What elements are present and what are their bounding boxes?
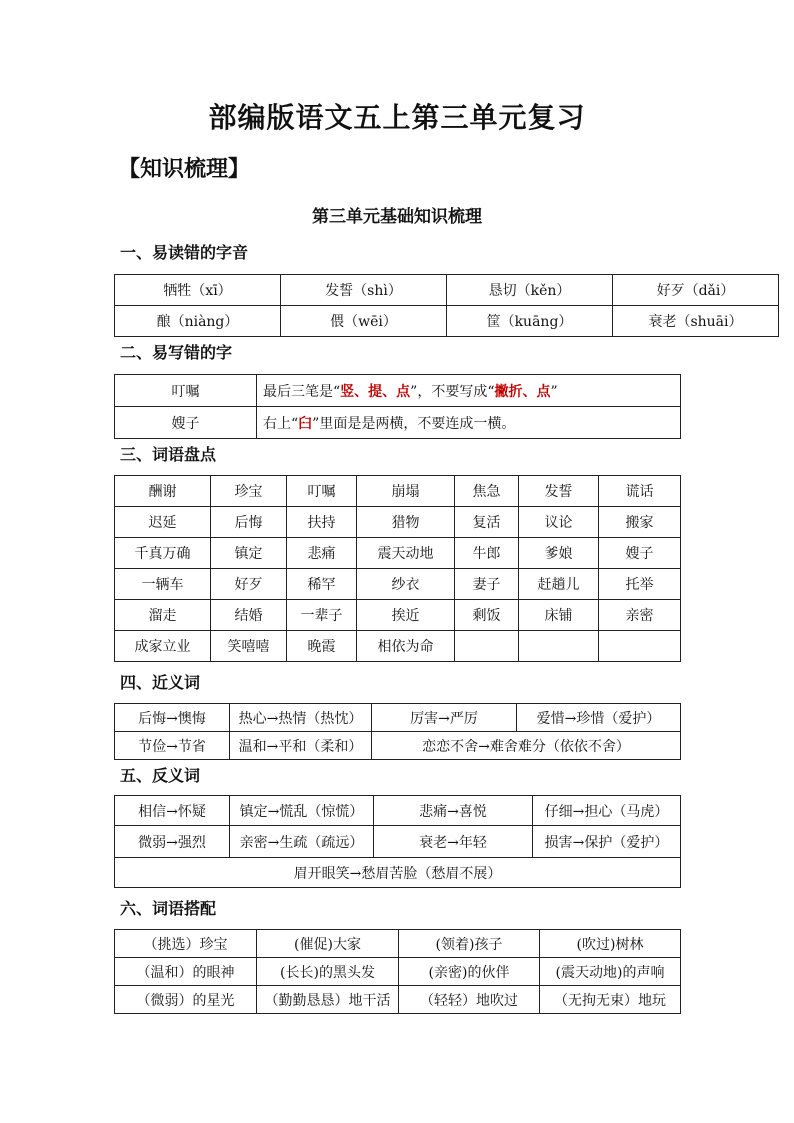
table-cell <box>257 375 681 407</box>
table-row <box>115 375 681 407</box>
table-cell: （轻轻）地吹过 <box>399 986 540 1014</box>
table-cell: 后悔 <box>211 507 287 538</box>
table-row <box>115 275 779 306</box>
table-cell: 成家立业 <box>115 631 211 662</box>
table-cell: 纱衣 <box>357 569 455 600</box>
section-4-heading: 四、近义词 <box>120 673 201 692</box>
table-cell: 扶持 <box>287 507 357 538</box>
emphasis-text: 撇折、点 <box>494 383 551 400</box>
table-row <box>115 306 779 337</box>
table-cell: （挑选）珍宝 <box>115 930 257 958</box>
table-cell: 议论 <box>519 507 599 538</box>
table-cell: 珍宝 <box>211 476 287 507</box>
table-cell: 恋恋不舍→难舍难分（依依不舍） <box>372 732 681 760</box>
table-cell: 牛郎 <box>455 538 519 569</box>
table-cell: （勤勤恳恳）地干活 <box>257 986 399 1014</box>
emphasis-text: 臼 <box>298 415 313 432</box>
table-row <box>115 600 681 631</box>
table-cell: 谎话 <box>599 476 681 507</box>
note-text: ”，不要写成“ <box>410 383 495 400</box>
table-cell: 好歹 <box>211 569 287 600</box>
emphasis-text: 竖、提、点 <box>340 383 411 400</box>
table-row <box>115 858 681 888</box>
table-cell: 节俭→节省 <box>115 732 230 760</box>
table-cell: 热心→热情（热忱） <box>230 704 372 732</box>
note-text: ”里面是是两横，不要连成一横。 <box>312 415 516 432</box>
table-cell: 镇定 <box>211 538 287 569</box>
table-cell: (震天动地)的声响 <box>540 958 681 986</box>
note-text: 最后三笔是“ <box>263 383 341 400</box>
section-1-heading: 一、易读错的字音 <box>120 243 249 262</box>
section-6-heading: 六、词语搭配 <box>120 899 217 918</box>
spelling-table <box>114 374 681 439</box>
table-cell: 托举 <box>599 569 681 600</box>
pronunciation-table <box>114 274 779 337</box>
table-cell: 挨近 <box>357 600 455 631</box>
table-cell: (亲密)的伙伴 <box>399 958 540 986</box>
table-cell: 相信→怀疑 <box>115 796 230 826</box>
table-cell: 镇定→慌乱（惊慌） <box>230 796 374 826</box>
antonyms-table <box>114 795 681 888</box>
subtitle: 第三单元基础知识梳理 <box>312 207 482 227</box>
table-row <box>115 826 681 858</box>
table-cell: 一辆车 <box>115 569 211 600</box>
table-cell: 崩塌 <box>357 476 455 507</box>
table-cell: 眉开眼笑→愁眉苦脸（愁眉不展） <box>115 858 681 888</box>
table-cell: 亲密 <box>599 600 681 631</box>
table-cell: 千真万确 <box>115 538 211 569</box>
table-cell: (领着)孩子 <box>399 930 540 958</box>
table-cell: 恳切（kěn） <box>447 275 613 306</box>
table-cell: 仔细→担心（马虎） <box>533 796 681 826</box>
table-cell: 酬谢 <box>115 476 211 507</box>
table-cell: 猎物 <box>357 507 455 538</box>
table-cell: 亲密→生疏（疏远） <box>230 826 374 858</box>
table-row <box>115 476 681 507</box>
table-row <box>115 732 681 760</box>
table-cell: 温和→平和（柔和） <box>230 732 372 760</box>
table-cell <box>257 407 681 439</box>
table-cell: 衰老→年轻 <box>374 826 533 858</box>
table-cell: 赶趟儿 <box>519 569 599 600</box>
table-cell: （微弱）的星光 <box>115 986 257 1014</box>
table-cell: 结婚 <box>211 600 287 631</box>
table-cell: 笑嘻嘻 <box>211 631 287 662</box>
table-cell: 稀罕 <box>287 569 357 600</box>
table-cell: 筐（kuāng） <box>447 306 613 337</box>
table-cell: 相依为命 <box>357 631 455 662</box>
table-cell: 好歹（dǎi） <box>613 275 779 306</box>
table-cell: 一辈子 <box>287 600 357 631</box>
table-cell <box>599 631 681 662</box>
table-cell: (吹过)树林 <box>540 930 681 958</box>
table-cell: 叮嘱 <box>115 375 257 407</box>
table-cell: (长长)的黑头发 <box>257 958 399 986</box>
table-cell: 叮嘱 <box>287 476 357 507</box>
table-row <box>115 796 681 826</box>
collocation-table <box>114 929 681 1014</box>
table-row <box>115 538 681 569</box>
table-cell: 偎（wēi） <box>281 306 447 337</box>
section-heading-knowledge: 【知识梳理】 <box>118 157 251 182</box>
table-row <box>115 407 681 439</box>
table-cell: (催促)大家 <box>257 930 399 958</box>
table-cell: 衰老（shuāi） <box>613 306 779 337</box>
table-cell: 酿（niàng） <box>115 306 281 337</box>
table-cell: 牺牲（xī） <box>115 275 281 306</box>
table-cell: （温和）的眼神 <box>115 958 257 986</box>
table-cell: 嫂子 <box>599 538 681 569</box>
table-cell: 妻子 <box>455 569 519 600</box>
table-cell: （无拘无束）地玩 <box>540 986 681 1014</box>
table-cell: 后悔→懊悔 <box>115 704 230 732</box>
table-cell: 爱惜→珍惜（爱护） <box>517 704 681 732</box>
table-cell: 爹娘 <box>519 538 599 569</box>
table-cell: 床铺 <box>519 600 599 631</box>
table-cell: 迟延 <box>115 507 211 538</box>
vocabulary-table <box>114 475 681 662</box>
table-cell: 震天动地 <box>357 538 455 569</box>
table-cell: 复活 <box>455 507 519 538</box>
page-title: 部编版语文五上第三单元复习 <box>208 101 586 134</box>
table-cell: 悲痛→喜悦 <box>374 796 533 826</box>
table-cell: 嫂子 <box>115 407 257 439</box>
table-cell: 发誓（shì） <box>281 275 447 306</box>
table-cell: 剩饭 <box>455 600 519 631</box>
table-cell <box>519 631 599 662</box>
table-cell: 损害→保护（爱护） <box>533 826 681 858</box>
table-row <box>115 986 681 1014</box>
note-text: 右上“ <box>263 415 299 432</box>
table-cell: 悲痛 <box>287 538 357 569</box>
table-row <box>115 569 681 600</box>
table-cell: 溜走 <box>115 600 211 631</box>
table-row <box>115 507 681 538</box>
section-2-heading: 二、易写错的字 <box>120 343 233 362</box>
table-row <box>115 930 681 958</box>
note-text: ” <box>550 383 558 400</box>
synonyms-table <box>114 703 681 760</box>
section-5-heading: 五、反义词 <box>120 766 201 785</box>
table-row <box>115 704 681 732</box>
table-row <box>115 958 681 986</box>
table-cell: 焦急 <box>455 476 519 507</box>
table-row <box>115 631 681 662</box>
table-cell <box>455 631 519 662</box>
table-cell: 厉害→严厉 <box>372 704 517 732</box>
table-cell: 搬家 <box>599 507 681 538</box>
table-cell: 晚霞 <box>287 631 357 662</box>
section-3-heading: 三、词语盘点 <box>120 445 217 464</box>
table-cell: 微弱→强烈 <box>115 826 230 858</box>
table-cell: 发誓 <box>519 476 599 507</box>
